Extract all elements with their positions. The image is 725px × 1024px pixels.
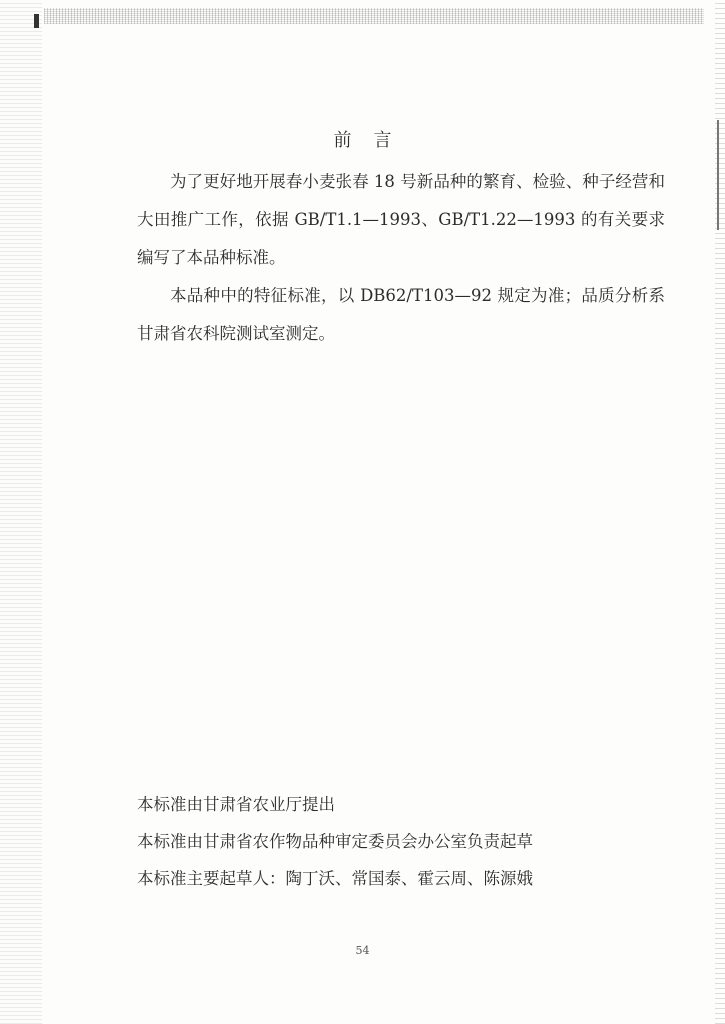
page-number: 54 bbox=[355, 944, 370, 957]
paragraph-text: 为了更好地开展春小麦张春 18 号新品种的繁育、检验、种子经营和大田推广工作，依据 GB/T1.1—1993、GB/T1.22—1993 的有关要求编写了本品种标准。 bbox=[137, 172, 665, 267]
scan-mark bbox=[34, 14, 39, 28]
credit-line-proposer: 本标准由甘肃省农业厅提出 bbox=[137, 795, 335, 814]
credit-line-authors: 本标准主要起草人：陶丁沃、常国泰、霍云周、陈源娥 bbox=[137, 869, 533, 888]
standard-credits bbox=[137, 786, 657, 897]
credit-line-drafter: 本标准由甘肃省农作物品种审定委员会办公室负责起草 bbox=[137, 832, 533, 851]
paragraph-text: 本品种中的特征标准，以 DB62/T103—92 规定为准；品质分析系甘肃省农科院测试室测定。 bbox=[137, 286, 665, 343]
page-heading: 前言 bbox=[333, 130, 414, 151]
foreword-paragraph-1 bbox=[137, 163, 665, 277]
scan-top-edge bbox=[44, 8, 704, 24]
foreword-paragraph-2 bbox=[137, 277, 665, 353]
scan-left-edge bbox=[0, 0, 42, 1024]
